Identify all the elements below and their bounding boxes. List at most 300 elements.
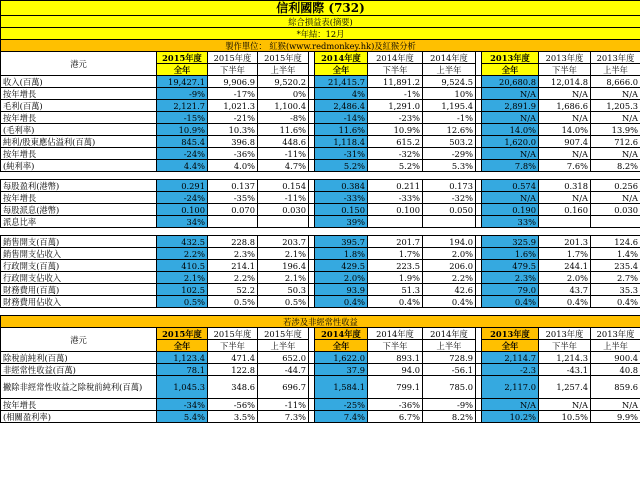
value-cell: 11.6% [315,124,368,136]
row-label: 每股派息(港幣) [1,204,157,216]
row-label: 行政開支(百萬) [1,260,157,272]
value-cell: -44.7 [258,364,309,376]
table-row [1,352,640,364]
value-cell: -2.3 [482,364,539,376]
value-cell: 325.9 [482,236,539,248]
value-cell: 2.0% [315,272,368,284]
value-cell: 244.1 [539,260,591,272]
spacer-cell [208,228,258,236]
value-cell: -17% [208,88,258,100]
value-cell: 1,205.3 [591,100,640,112]
spacer-cell [482,228,539,236]
value-cell: 448.6 [258,136,309,148]
value-cell: 93.9 [315,284,368,296]
value-cell: 214.1 [208,260,258,272]
row-label: 按年增長 [1,192,157,204]
value-cell: 7.3% [258,411,309,423]
table-row [1,192,640,204]
spacer-cell [1,172,157,180]
value-cell: 0.030 [591,204,640,216]
spacer-cell [1,228,157,236]
value-cell: 102.5 [157,284,208,296]
value-cell: -1% [423,112,476,124]
row-label: 每股盈利(港幣) [1,180,157,192]
value-cell: 1,195.4 [423,100,476,112]
table-row [1,216,640,228]
header-year-2013-h2: 2013年度 [539,52,591,64]
spacer-cell [315,308,368,316]
value-cell: 432.5 [157,236,208,248]
value-cell: N/A [539,192,591,204]
table-row [1,236,640,248]
value-cell: -35% [208,192,258,204]
table-row [1,284,640,296]
header-year-2015-h1: 2015年度 [258,52,309,64]
value-cell: 37.9 [315,364,368,376]
value-cell: 652.0 [258,352,309,364]
value-cell: N/A [539,148,591,160]
value-cell: 20,680.8 [482,76,539,88]
value-cell: 479.5 [482,260,539,272]
row-label: 派息比率 [1,216,157,228]
value-cell: 34% [157,216,208,228]
row-label: (純利率) [1,160,157,172]
header-year-2013-h1: 2013年度 [591,52,640,64]
value-cell: 2.0% [539,272,591,284]
row-label: 銷售開支佔收入 [1,248,157,260]
value-cell: 0.211 [368,180,423,192]
header-second-half: 下半年 [539,340,591,352]
table-row [1,100,640,112]
header-year-2014-h2: 2014年度 [368,328,423,340]
value-cell: 5.4% [157,411,208,423]
spacer-cell [423,308,476,316]
value-cell: 728.9 [423,352,476,364]
table-row [1,272,640,284]
value-cell: -21% [208,112,258,124]
value-cell: 2.2% [157,248,208,260]
header-year-2014: 2014年度 [315,52,368,64]
header-year-2014-h1: 2014年度 [423,328,476,340]
value-cell: 2.0% [423,248,476,260]
value-cell: 10.2% [482,411,539,423]
value-cell: 0.256 [591,180,640,192]
header-first-half: 上半年 [258,64,309,76]
value-cell: 4.7% [258,160,309,172]
row-label: 行政開支佔收入 [1,272,157,284]
value-cell: 10.3% [208,124,258,136]
value-cell: 0.050 [423,204,476,216]
value-cell: 2.2% [208,272,258,284]
value-cell [539,216,591,228]
value-cell: 7.8% [482,160,539,172]
table-row [1,180,640,192]
value-cell: 900.4 [591,352,640,364]
value-cell: 78.1 [157,364,208,376]
header-second-half: 下半年 [539,64,591,76]
value-cell [591,216,640,228]
value-cell: -23% [368,112,423,124]
header-year-2013: 2013年度 [482,52,539,64]
year-end-note: *年結：12月 [1,28,640,40]
value-cell: 196.4 [258,260,309,272]
value-cell: 201.3 [539,236,591,248]
value-cell: 9,524.5 [423,76,476,88]
page-title: 信利國際 (732) [1,1,640,16]
value-cell: 8.2% [591,160,640,172]
value-cell: 7.6% [539,160,591,172]
row-label: 銷售開支(百萬) [1,236,157,248]
value-cell: N/A [591,112,640,124]
spacer-cell [482,172,539,180]
spacer-cell [258,172,309,180]
value-cell: N/A [591,88,640,100]
spacer-cell [208,308,258,316]
row-label: 除稅前純利(百萬) [1,352,157,364]
value-cell: N/A [591,148,640,160]
table-row [1,204,640,216]
spacer-cell [315,228,368,236]
header-currency: 港元 [1,52,157,76]
header-year-2015-h2: 2015年度 [208,52,258,64]
value-cell: 0.070 [208,204,258,216]
value-cell: -32% [368,148,423,160]
value-cell [208,216,258,228]
value-cell: 94.0 [368,364,423,376]
value-cell: 471.4 [208,352,258,364]
spacer-cell [315,172,368,180]
value-cell: 206.0 [423,260,476,272]
value-cell: 9,520.2 [258,76,309,88]
value-cell: 4.4% [157,160,208,172]
spacer-cell [157,228,208,236]
value-cell: 10.5% [539,411,591,423]
spacer-cell [1,308,157,316]
value-cell: 0.5% [258,296,309,308]
table-row [1,399,640,411]
row-label: 毛利(百萬) [1,100,157,112]
table-row [1,88,640,100]
value-cell: 2.3% [208,248,258,260]
value-cell: -9% [157,88,208,100]
value-cell: 0.100 [368,204,423,216]
subtitle: 綜合損益表(摘要) [1,16,640,28]
value-cell: 615.2 [368,136,423,148]
row-label: 按年增長 [1,112,157,124]
header-full-year: 全年 [482,340,539,352]
header-second-half: 下半年 [208,64,258,76]
header-year-2015-h1: 2015年度 [258,328,309,340]
value-cell: N/A [482,88,539,100]
value-cell: 10% [423,88,476,100]
value-cell: N/A [482,148,539,160]
value-cell: -33% [368,192,423,204]
header-year-2013-h2: 2013年度 [539,328,591,340]
value-cell: 1.9% [368,272,423,284]
value-cell [423,216,476,228]
value-cell [258,216,309,228]
spacer-cell [591,172,640,180]
row-label: (相關盈利率) [1,411,157,423]
value-cell: 0.154 [258,180,309,192]
value-cell: 2.2% [423,272,476,284]
value-cell: 235.4 [591,260,640,272]
value-cell: 7.4% [315,411,368,423]
row-label: 非經常性收益(百萬) [1,364,157,376]
value-cell: 2.1% [258,272,309,284]
value-cell: 0.574 [482,180,539,192]
value-cell: 12,014.8 [539,76,591,88]
value-cell: N/A [482,112,539,124]
spacer-cell [368,308,423,316]
value-cell: 51.3 [368,284,423,296]
value-cell: -11% [258,399,309,411]
value-cell: 14.0% [482,124,539,136]
value-cell: -56% [208,399,258,411]
value-cell: 4% [315,88,368,100]
value-cell: 4.0% [208,160,258,172]
spacer-cell [539,172,591,180]
header-first-half: 上半年 [423,340,476,352]
value-cell: 1,123.4 [157,352,208,364]
value-cell: N/A [591,192,640,204]
spacer-cell [539,228,591,236]
value-cell: 5.3% [423,160,476,172]
table-row [1,112,640,124]
value-cell: 14.0% [539,124,591,136]
value-cell: -9% [423,399,476,411]
value-cell: 1.4% [591,248,640,260]
row-label: 按年增長 [1,148,157,160]
value-cell: 9.9% [591,411,640,423]
spacer-cell [482,308,539,316]
value-cell: 0.318 [539,180,591,192]
value-cell: 21,415.7 [315,76,368,88]
value-cell: -24% [157,148,208,160]
header-year-2014-h2: 2014年度 [368,52,423,64]
table-row [1,364,640,376]
value-cell: -32% [423,192,476,204]
value-cell: 0.4% [315,296,368,308]
value-cell: 2,121.7 [157,100,208,112]
header-full-year: 全年 [482,64,539,76]
header-second-half: 下半年 [368,64,423,76]
value-cell: 11,891.2 [368,76,423,88]
value-cell: 2,117.0 [482,376,539,399]
value-cell: -1% [368,88,423,100]
value-cell: 0.4% [482,296,539,308]
value-cell: 33% [482,216,539,228]
row-label: 按年增長 [1,88,157,100]
spacer-cell [591,308,640,316]
header-year-2015: 2015年度 [157,52,208,64]
header-year-2015-h2: 2015年度 [208,328,258,340]
spacer-cell [591,228,640,236]
value-cell: 785.0 [423,376,476,399]
value-cell: 2.7% [591,272,640,284]
value-cell: 79.0 [482,284,539,296]
spacer-cell [258,308,309,316]
header-first-half: 上半年 [258,340,309,352]
row-label: 財務費用(百萬) [1,284,157,296]
value-cell: 122.8 [208,364,258,376]
row-label: 財務費用佔收入 [1,296,157,308]
value-cell: 8,666.0 [591,76,640,88]
value-cell: 2,486.4 [315,100,368,112]
value-cell: 893.1 [368,352,423,364]
value-cell: 43.7 [539,284,591,296]
row-label: 按年增長 [1,399,157,411]
header-currency: 港元 [1,328,157,352]
value-cell: N/A [539,88,591,100]
table-row [1,76,640,88]
value-cell: 0.5% [157,296,208,308]
value-cell: N/A [482,399,539,411]
value-cell: 10.9% [368,124,423,136]
value-cell: -33% [315,192,368,204]
section-title: 若涉及非經常性收益 [1,316,640,328]
value-cell: 3.5% [208,411,258,423]
value-cell: 1,686.6 [539,100,591,112]
value-cell: 39% [315,216,368,228]
header-first-half: 上半年 [591,340,640,352]
value-cell: 5.2% [315,160,368,172]
value-cell: 1,214.3 [539,352,591,364]
value-cell: 0.100 [157,204,208,216]
value-cell: -31% [315,148,368,160]
value-cell: 0.4% [368,296,423,308]
value-cell: 1,584.1 [315,376,368,399]
value-cell: 396.8 [208,136,258,148]
value-cell: 2,891.9 [482,100,539,112]
value-cell: 11.6% [258,124,309,136]
value-cell: 13.9% [591,124,640,136]
row-label: 收入(百萬) [1,76,157,88]
value-cell: 9,906.9 [208,76,258,88]
value-cell: 0.291 [157,180,208,192]
value-cell: 0.4% [539,296,591,308]
value-cell: 696.7 [258,376,309,399]
value-cell: 1,257.4 [539,376,591,399]
value-cell: -25% [315,399,368,411]
header-second-half: 下半年 [208,340,258,352]
value-cell: -56.1 [423,364,476,376]
table-row [1,148,640,160]
value-cell: 10.9% [157,124,208,136]
value-cell: 2.1% [258,248,309,260]
value-cell: -36% [208,148,258,160]
header-first-half: 上半年 [591,64,640,76]
value-cell: 1,118.4 [315,136,368,148]
value-cell: 907.4 [539,136,591,148]
value-cell: 845.4 [157,136,208,148]
table-row [1,376,640,399]
value-cell: 5.2% [368,160,423,172]
spacer-cell [208,172,258,180]
value-cell: 0.4% [591,296,640,308]
spacer-cell [258,228,309,236]
row-label: 純利/股東應佔溢利(百萬) [1,136,157,148]
value-cell: 35.3 [591,284,640,296]
value-cell: 1.8% [315,248,368,260]
header-year-2013-h1: 2013年度 [591,328,640,340]
value-cell: 194.0 [423,236,476,248]
header-second-half: 下半年 [368,340,423,352]
header-full-year: 全年 [157,340,208,352]
value-cell: 1,620.0 [482,136,539,148]
header-full-year: 全年 [315,340,368,352]
header-year-2013: 2013年度 [482,328,539,340]
table-row [1,296,640,308]
value-cell: 0.160 [539,204,591,216]
value-cell [368,216,423,228]
value-cell: 799.1 [368,376,423,399]
value-cell: -24% [157,192,208,204]
value-cell: 52.2 [208,284,258,296]
value-cell: N/A [591,399,640,411]
value-cell: 1,622.0 [315,352,368,364]
row-label: (毛利率) [1,124,157,136]
value-cell: 0.190 [482,204,539,216]
value-cell: -34% [157,399,208,411]
value-cell: 0.173 [423,180,476,192]
header-full-year: 全年 [157,64,208,76]
table-row [1,136,640,148]
value-cell: 0% [258,88,309,100]
value-cell: 1,045.3 [157,376,208,399]
value-cell: 429.5 [315,260,368,272]
spacer-cell [368,172,423,180]
table-row [1,124,640,136]
value-cell: 1,021.3 [208,100,258,112]
value-cell: 0.4% [423,296,476,308]
value-cell: 6.7% [368,411,423,423]
value-cell: 228.8 [208,236,258,248]
spacer-cell [423,228,476,236]
value-cell: 40.8 [591,364,640,376]
value-cell: 410.5 [157,260,208,272]
value-cell: N/A [539,399,591,411]
value-cell: 124.6 [591,236,640,248]
value-cell: 0.150 [315,204,368,216]
value-cell: 1,100.4 [258,100,309,112]
value-cell: 0.137 [208,180,258,192]
value-cell: N/A [539,112,591,124]
spacer-cell [539,308,591,316]
value-cell: 203.7 [258,236,309,248]
table-row [1,260,640,272]
value-cell: -8% [258,112,309,124]
value-cell: 859.6 [591,376,640,399]
spacer-cell [157,308,208,316]
header-year-2014-h1: 2014年度 [423,52,476,64]
value-cell: 8.2% [423,411,476,423]
value-cell: 2.1% [157,272,208,284]
value-cell: -11% [258,192,309,204]
value-cell: 42.6 [423,284,476,296]
value-cell: 395.7 [315,236,368,248]
value-cell: 201.7 [368,236,423,248]
value-cell: 0.5% [208,296,258,308]
value-cell: -15% [157,112,208,124]
value-cell: 1,291.0 [368,100,423,112]
value-cell: -14% [315,112,368,124]
spacer-cell [423,172,476,180]
value-cell: -36% [368,399,423,411]
value-cell: -11% [258,148,309,160]
value-cell: 712.6 [591,136,640,148]
value-cell: 12.6% [423,124,476,136]
